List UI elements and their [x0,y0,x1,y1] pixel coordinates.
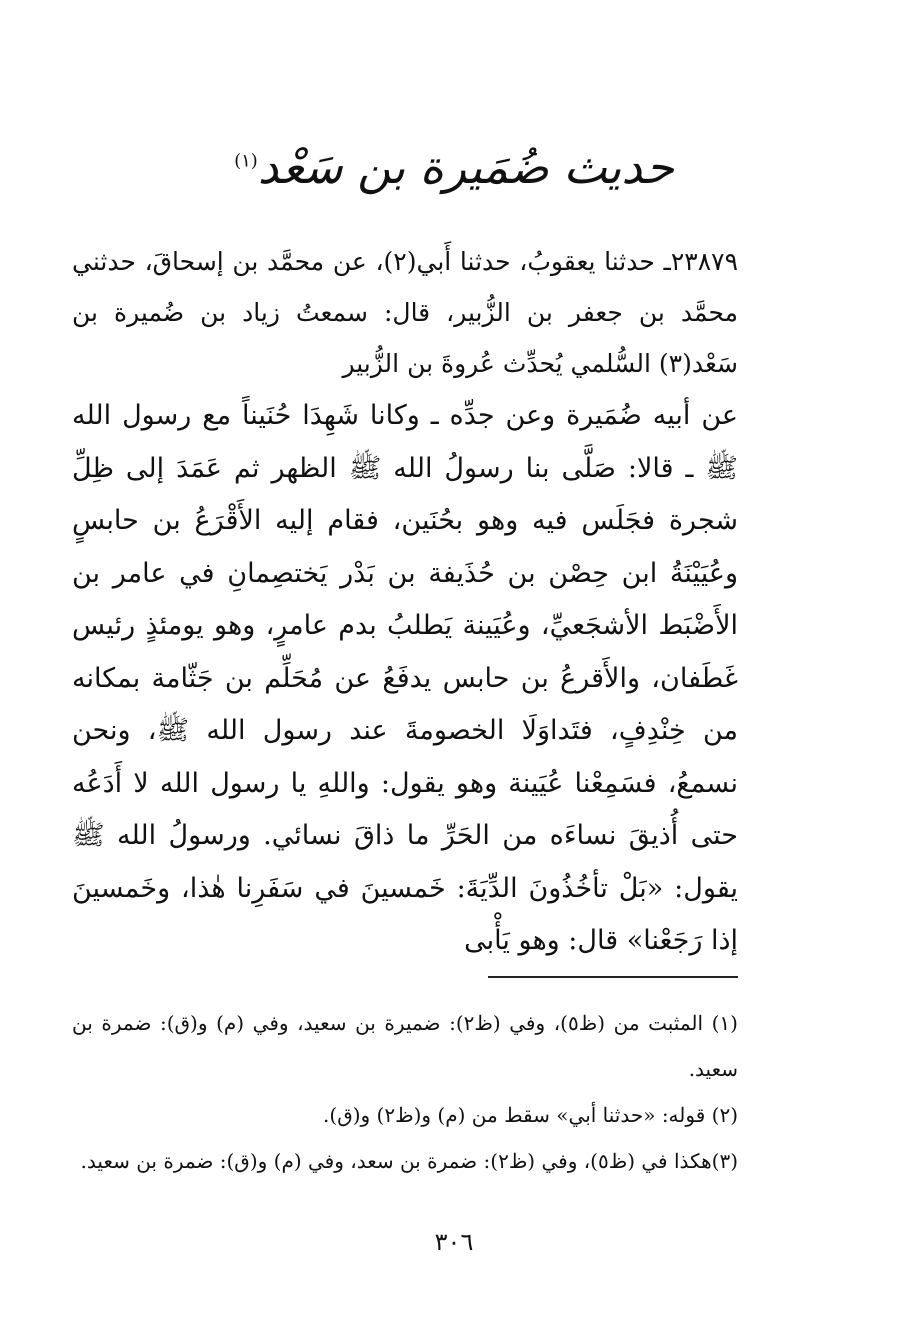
footnote-separator [488,976,738,978]
chapter-title [0,140,908,194]
chapter-title-text: حديث ضُمَيرة بن سَعْد [257,140,674,194]
footnotes [72,1000,738,1184]
page-number: ٣٠٦ [434,1228,474,1256]
hadith-isnad: ٢٣٨٧٩ـ حدثنا يعقوبُ، حدثنا أَبي(٢)، عن محمَّد بن إسحاقَ، حدثني محمَّد بن جعفر بن الزُّبير، قال: سمعتُ زياد بن ضُميرة بن سَعْد(٣) السُّلمي يُحدِّث عُروةَ بن الزُّبير [72,247,738,378]
title-footnote-mark: (١) [234,150,258,172]
footnote-2: (٢) قوله: «حدثنا أبي» سقط من (م) و(ظ٢) و(ق). [323,1103,738,1127]
footnote-1: (١) المثبت من (ظ٥)، وفي (ظ٢): ضميرة بن سعيد، وفي (م) و(ق): ضمرة بن سعيد. [72,1011,738,1081]
hadith-matn: عن أبيه ضُمَيرة وعن جدِّه ـ وكانا شَهِدَا حُنَيناً مع رسول الله ﷺ ـ قالا: صَلَّى بنا رسولُ الله ﷺ الظهر ثم عَمَدَ إلى ظِلِّ شجرة فجَلَس فيه وهو بحُنَين، فقام إليه الأَقْرَعُ بن حابسٍ وعُيَيْنَةُ ابن حِصْن بن حُذَيفة بن بَدْر يَختصِمانِ في عامر بن الأَضْبَط الأشجَعيِّ، وعُيَينة يَطلبُ بدم عامرٍ، وهو يومئذٍ رئيس غَطَفان، والأَقرعُ بن حابس يدفَعُ عن مُحَلِّم بن جَثّامة بمكانه من خِنْدِفٍ، فتَداوَلَا الخصومةَ عند رسول الله ﷺ، ونحن نسمعُ، فسَمِعْنا عُيَينة وهو يقول: واللهِ يا رسول الله لا أَدَعُه حتى أُذيقَ نساءَه من الحَرِّ ما ذاقَ نسائي. ورسولُ الله ﷺ يقول: «بَلْ تأخُذُونَ الدِّيَةَ: خَمسينَ في سَفَرِنا هٰذا، وخَمسينَ إذا رَجَعْنا» قال: وهو يَأْبى [72,400,738,956]
footnote-3: (٣)هكذا في (ظ٥)، وفي (ظ٢): ضمرة بن سعد، وفي (م) و(ق): ضمرة بن سعيد. [80,1149,738,1173]
